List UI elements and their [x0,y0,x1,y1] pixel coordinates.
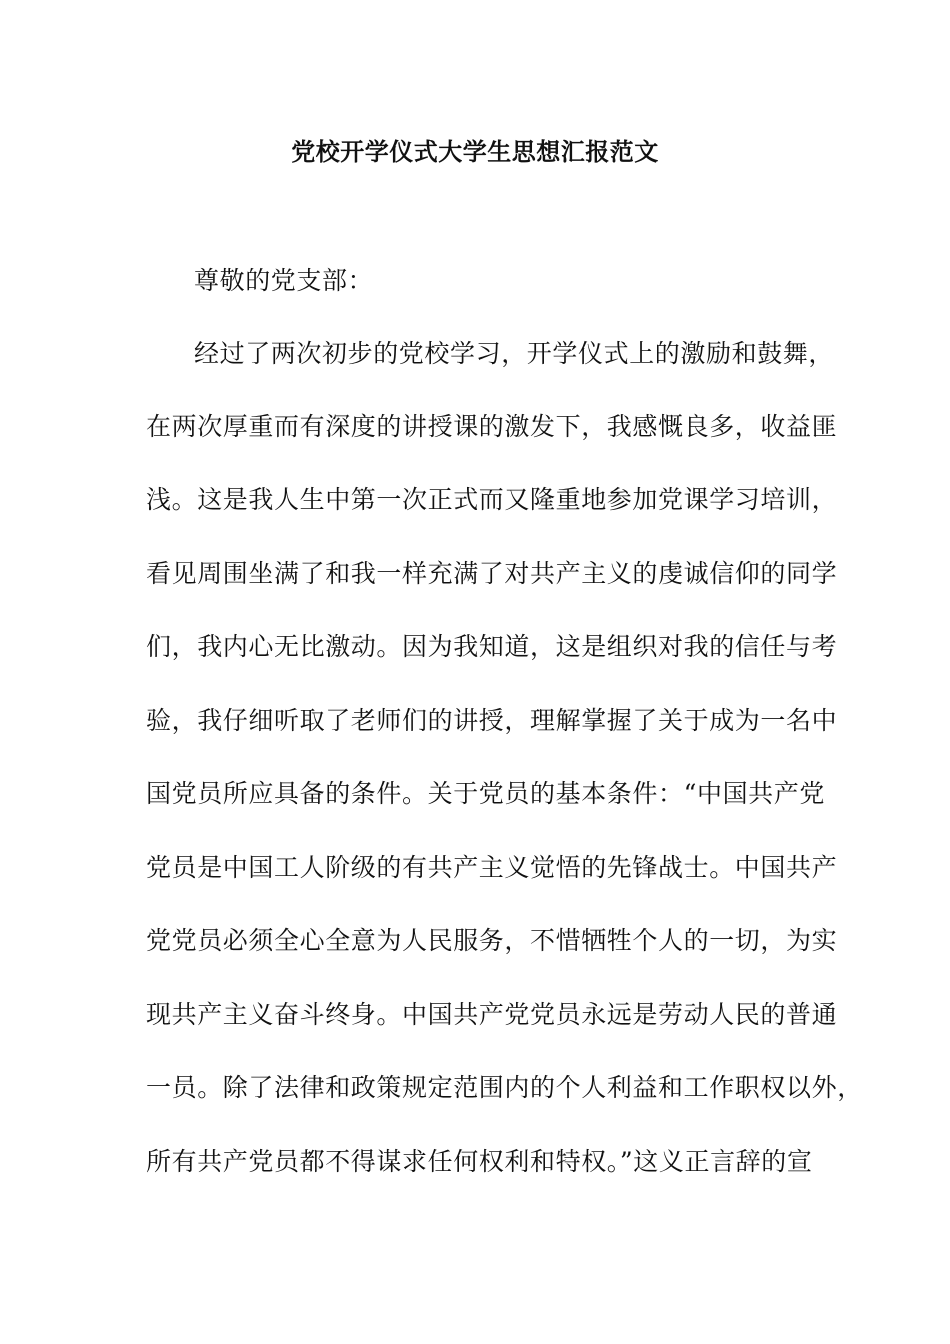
paragraph-line: 浅。这是我人生中第一次正式而又隆重地参加党课学习培训， [146,485,838,514]
paragraph-line: 党员是中国工人阶级的有共产主义觉悟的先锋战士。中国共产 [146,853,838,882]
paragraph-line: 所有共产党员都不得谋求任何权利和特权。”这义正言辞的宣 [146,1147,813,1176]
paragraph-line: 国党员所应具备的条件。关于党员的基本条件：“中国共产党 [146,779,825,808]
paragraph-line: 们，我内心无比激动。因为我知道，这是组织对我的信任与考 [146,632,838,661]
paragraph-line: 经过了两次初步的党校学习，开学仪式上的激励和鼓舞， [194,339,835,368]
paragraph-line: 现共产主义奋斗终身。中国共产党党员永远是劳动人民的普通 [146,1000,838,1029]
paragraph-line: 党党员必须全心全意为人民服务，不惜牺牲个人的一切，为实 [146,926,838,955]
paragraph-line: 看见周围坐满了和我一样充满了对共产主义的虔诚信仰的同学 [146,559,838,588]
paragraph-line: 在两次厚重而有深度的讲授课的激发下，我感慨良多，收益匪 [146,412,838,441]
document-title: 党校开学仪式大学生思想汇报范文 [291,137,659,166]
paragraph-line: 一员。除了法律和政策规定范围内的个人利益和工作职权以外， [146,1073,863,1102]
salutation: 尊敬的党支部： [194,266,374,295]
paragraph-line: 验，我仔细听取了老师们的讲授，理解掌握了关于成为一名中 [146,706,838,735]
